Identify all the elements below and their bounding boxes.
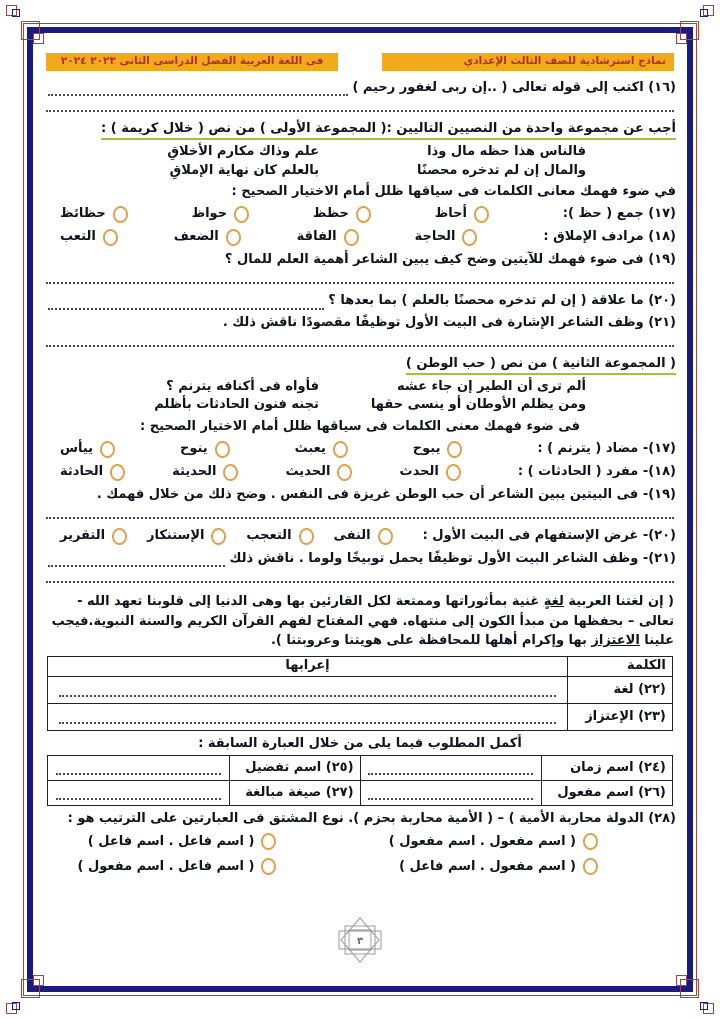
parsing-table	[47, 656, 673, 731]
table-row	[48, 756, 673, 781]
mcq-option	[246, 528, 313, 545]
answer-line[interactable]	[59, 685, 556, 697]
option-label: الفاقة	[296, 229, 337, 245]
mcq-option	[60, 441, 115, 458]
mcq-option	[44, 858, 328, 875]
question-17-group2	[44, 441, 676, 458]
mcq-option	[413, 441, 463, 458]
item-label: (٢٧) صيغة مبالغة	[229, 781, 360, 806]
option-bubble[interactable]	[447, 441, 462, 458]
option-bubble[interactable]	[378, 528, 393, 545]
hemistich-left: فأواه فى أكنافه يترنم ؟	[166, 379, 319, 394]
word-cell: (٢٣) الإعتزاز	[567, 703, 672, 730]
option-label: يبوح	[412, 441, 441, 457]
question-28-options	[44, 833, 676, 875]
question-16-text: (١٦) اكتب إلى قوله تعالى ( ..إن ربى لغفور رحيم )	[352, 79, 676, 95]
option-bubble[interactable]	[299, 528, 314, 545]
table-row	[48, 781, 673, 806]
paragraph-text: غنية بمأثوراتها وممتعة لكل القارئين بها وهى الدنيا إلى قلوبنا تعهد الله - تعالى – بحفظها من مبدأ الكون إلى منتهاه. فهي المفتاح لفهم القرآن الكريم والسنة النبوية.فيجب علينا	[51, 594, 674, 649]
mcq-option	[172, 464, 238, 481]
verse-line	[44, 144, 676, 160]
question-17-group1	[44, 206, 676, 223]
answer-line[interactable]	[48, 554, 225, 567]
option-bubble[interactable]	[446, 464, 461, 481]
hemistich-left: تجنه فنون الحادثات بأظلم	[154, 397, 319, 413]
answer-line[interactable]	[46, 273, 674, 284]
option-bubble[interactable]	[333, 441, 348, 458]
mcq-option	[60, 528, 127, 545]
answer-cell	[48, 781, 229, 806]
header-band-left: فى اللغة العربية الفصل الدراسى الثانى ٢٠٢٣ ٢٠٢٤	[46, 53, 338, 71]
column-header-word: الكلمة	[567, 656, 672, 676]
column-header-parse: إعرابها	[48, 656, 568, 676]
option-label: حواظ	[191, 206, 228, 222]
question-21-group2	[44, 551, 676, 567]
mcq-option	[297, 229, 359, 246]
answer-line[interactable]	[46, 508, 674, 519]
mcq-option	[180, 441, 230, 458]
option-label: الحادثة	[60, 464, 104, 480]
corner-mark	[700, 1002, 708, 1010]
option-label: حظظ	[312, 206, 349, 222]
question-label: (١٧) جمع ( حظ ):	[562, 206, 676, 222]
option-bubble[interactable]	[110, 464, 125, 481]
verse-line	[44, 163, 676, 179]
option-bubble[interactable]	[223, 464, 238, 481]
question-21-group1: (٢١) وظف الشاعر الإشارة فى البيت الأول توظيفًا مقصودًا ناقش ذلك .	[222, 314, 676, 330]
mcq-option	[192, 206, 249, 223]
mcq-option	[328, 833, 676, 850]
table-header-row	[48, 656, 673, 676]
answer-line[interactable]	[59, 712, 556, 724]
option-label: التعب	[60, 229, 96, 245]
paragraph-text: ( إن لغتنا العربية	[563, 594, 674, 610]
table-row	[48, 676, 673, 703]
option-label: ( اسم فاعل . اسم فاعل )	[87, 833, 255, 849]
answer-line[interactable]	[46, 336, 674, 347]
option-bubble[interactable]	[215, 441, 230, 458]
answer-line[interactable]	[46, 572, 674, 583]
option-bubble[interactable]	[344, 229, 359, 246]
page-number-emblem	[334, 917, 386, 968]
group1-heading: أجب عن مجموعة واحدة من النصيين التاليين :( المجموعة الأولى ) من نص ( خلال كريمة ) :	[101, 121, 676, 140]
answer-line[interactable]	[48, 83, 348, 96]
verse-line	[44, 397, 676, 413]
mcq-option	[400, 464, 461, 481]
answer-line[interactable]	[56, 788, 221, 800]
header-band	[46, 53, 674, 71]
option-bubble[interactable]	[356, 206, 371, 223]
group2-heading-row	[44, 356, 676, 375]
mcq-option	[60, 206, 128, 223]
option-label: ( اسم مفعول . اسم فاعل )	[399, 858, 576, 874]
corner-mark	[12, 9, 20, 17]
mcq-option	[174, 229, 241, 246]
option-label: ينوح	[179, 441, 208, 457]
word-cell: (٢٢) لغة	[567, 676, 672, 703]
answer-line[interactable]	[56, 763, 221, 775]
emblem-icon	[334, 917, 386, 963]
option-bubble[interactable]	[113, 206, 128, 223]
underlined-word: الاعتزاز	[591, 633, 640, 649]
question-19-group2: (١٩)- فى البيتين يبين الشاعر أن حب الوطن غريزة فى النفس . وضح ذلك من خلال فهمك .	[96, 486, 676, 502]
header-band-right: نماذج استرشادية للصف الثالث الإعدادي	[382, 53, 674, 71]
option-bubble[interactable]	[226, 229, 241, 246]
verse-line	[44, 379, 676, 395]
option-bubble[interactable]	[583, 858, 598, 875]
table-row	[48, 703, 673, 730]
parse-cell	[48, 676, 568, 703]
item-label: (٢٥) اسم تفضيل	[229, 756, 360, 781]
option-bubble[interactable]	[234, 206, 249, 223]
mcq-option	[60, 464, 125, 481]
option-label: ييأس	[60, 441, 94, 457]
option-label: النفى	[333, 528, 371, 544]
hemistich-right: والمال إن لم تدخره محصنًا	[417, 162, 586, 178]
group1-heading-row	[44, 121, 676, 140]
answer-cell	[360, 781, 541, 806]
answer-line[interactable]	[368, 763, 533, 775]
option-bubble[interactable]	[337, 464, 352, 481]
option-label: الضعف	[173, 229, 219, 245]
question-label: (٢٠)- غرض الإستفهام فى البيت الأول :	[422, 528, 676, 544]
question-20-text: (٢٠) ما علاقة ( إن لم تدخره محصنًا بالعلم ) بما بعدها ؟	[328, 293, 676, 309]
hemistich-right: ألم ترى أن الطير إن جاء عشه	[397, 379, 586, 394]
hemistich-right: ومن يظلم الأوطان أو ينسى حقها	[370, 397, 587, 413]
mcq-option	[313, 206, 371, 223]
item-label: (٢٦) اسم مفعول	[541, 781, 672, 806]
mcq-option	[435, 206, 489, 223]
question-label: (١٨)- مفرد ( الحادثات ) :	[517, 464, 676, 480]
answer-cell	[360, 756, 541, 781]
option-bubble[interactable]	[583, 833, 598, 850]
question-18-group1	[44, 229, 676, 246]
question-18-group2	[44, 464, 676, 481]
option-label: يعبث	[294, 441, 326, 457]
question-20-group1	[44, 293, 676, 309]
fill-instruction: أكمل المطلوب فيما يلى من خلال العبارة السابقة :	[198, 735, 522, 751]
answer-line[interactable]	[46, 101, 674, 112]
page-number: ٣	[356, 935, 364, 947]
option-label: ( اسم فاعل . اسم مفعول )	[77, 858, 255, 874]
question-label: (١٧)- مضاد ( يترنم ) :	[537, 441, 676, 457]
option-bubble[interactable]	[211, 528, 226, 545]
mcq-option	[295, 441, 348, 458]
option-label: الإستنكار	[147, 528, 205, 544]
hemistich-left: بالعلم كان نهاية الإملاقِ	[169, 162, 319, 178]
page-content	[38, 37, 682, 982]
underlined-word: لغةٍ	[543, 594, 564, 610]
corner-mark	[700, 9, 708, 17]
paragraph-text: بها وإكرام أهلها للمحافظة على هويتنا وعروبتنا ).	[270, 633, 592, 649]
option-label: ( اسم مفعول . اسم مفعول )	[388, 833, 576, 849]
mcq-option	[328, 858, 676, 875]
grammar-paragraph	[46, 592, 674, 651]
question-21-text: (٢١)- وظف الشاعر البيت الأول توظيفًا يحمل توبيخًا ولوما . ناقش ذلك	[229, 551, 676, 566]
option-label: حظائظ	[60, 206, 106, 222]
answer-line[interactable]	[368, 788, 533, 800]
option-label: الحديث	[285, 464, 331, 480]
question-20-group2	[44, 528, 676, 545]
mcq-option	[60, 229, 118, 246]
option-label: التعجب	[246, 528, 292, 544]
option-bubble[interactable]	[103, 229, 118, 246]
parse-cell	[48, 703, 568, 730]
mcq-option	[286, 464, 353, 481]
group1-instruction: في ضوء فهمك معانى الكلمات فى سياقها ظلل أمام الاختيار الصحيح :	[231, 183, 676, 199]
mcq-option	[147, 528, 226, 545]
mcq-option	[415, 229, 478, 246]
option-bubble[interactable]	[462, 229, 477, 246]
corner-mark	[12, 1002, 20, 1010]
question-label: (١٨) مرادف الإملاق :	[543, 229, 676, 245]
option-label: أحاظ	[434, 206, 467, 222]
answer-cell	[48, 756, 229, 781]
derivatives-table	[47, 755, 673, 806]
item-label: (٢٤) اسم زمان	[541, 756, 672, 781]
option-label: التقرير	[60, 528, 106, 544]
option-bubble[interactable]	[261, 858, 276, 875]
mcq-option	[333, 528, 392, 545]
option-bubble[interactable]	[112, 528, 127, 545]
group2-heading: ( المجموعة الثانية ) من نص ( حب الوطن )	[406, 356, 676, 375]
hemistich-left: علم وذاك مكارم الأخلاقِ	[167, 144, 319, 160]
option-bubble[interactable]	[474, 206, 489, 223]
question-28: (٢٨) الدولة محاربة الأمية ) – ( الأمية محاربة بحزم ). نوع المشتق فى العبارتين على الترتيب هو :	[67, 811, 676, 826]
option-bubble[interactable]	[100, 441, 115, 458]
mcq-option	[44, 833, 328, 850]
hemistich-right: فالناس هذا حظه مال وذا	[427, 144, 586, 160]
question-19-group1: (١٩) فى ضوء فهمك للآيتين وضح كيف يبين الشاعر أهمية العلم للمال ؟	[224, 252, 676, 267]
group2-instruction: فى ضوء فهمك معنى الكلمات فى سياقها ظلل أمام الاختيار الصحيح :	[140, 418, 580, 434]
option-label: الحاجة	[414, 229, 456, 245]
answer-line[interactable]	[48, 297, 324, 310]
question-16	[44, 80, 676, 96]
option-bubble[interactable]	[261, 833, 276, 850]
option-label: الحديثة	[172, 464, 217, 480]
option-label: الحدث	[399, 464, 439, 480]
